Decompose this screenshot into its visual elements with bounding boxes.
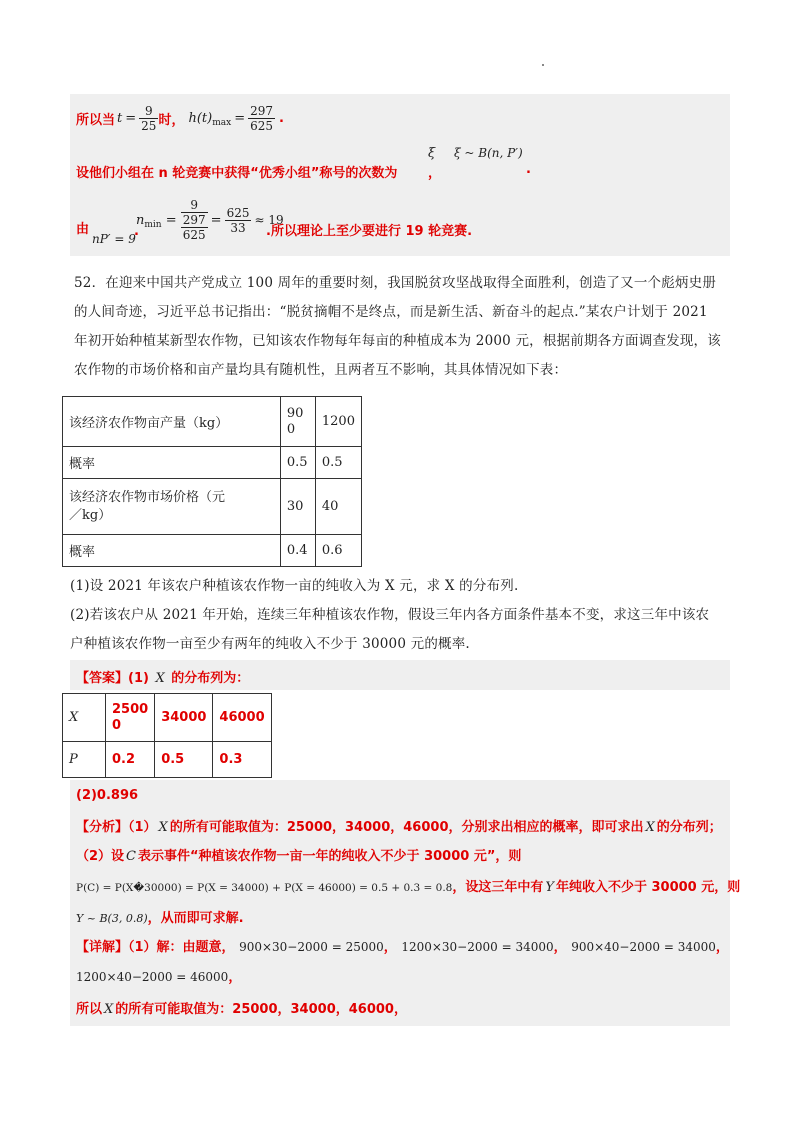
crop-info-table	[62, 396, 362, 567]
table-row	[63, 535, 362, 567]
var-x: X	[155, 671, 165, 686]
text-you: 由	[76, 222, 90, 237]
var-xi: ξ	[428, 146, 436, 161]
np-expr: nP′ = 9	[92, 232, 136, 246]
text-conclusion: .所以理论上至少要进行 19 轮竞赛.	[266, 224, 473, 239]
corner-dot	[542, 64, 544, 66]
var-c: C	[126, 849, 136, 864]
distribution-table	[62, 693, 272, 778]
question-2-line-1: (2)若该农户从 2021 年开始，连续三年种植该农作物，假设三年内各方面条件基本不变，求这三年中该农	[70, 607, 710, 623]
analysis-line-1: 【分析】（1） X 的所有可能取值为：25000，34000，46000，分别求出相应的概率，即可求出 X 的分布列；	[76, 820, 722, 835]
table-cell: 0.5	[155, 742, 213, 778]
table-cell: 46000	[213, 694, 271, 742]
detail-line-3: 所以 X 的所有可能取值为：25000，34000，46000，	[76, 1002, 407, 1017]
fraction-625-33: $\frac{625}{33}$	[226, 205, 250, 235]
var-x: X	[104, 1002, 114, 1017]
table-cell: 0.5	[315, 447, 361, 479]
analysis-line-3: P(C) = P(X�30000) = P(X = 34000) + P(X = 46000) = 0.5 + 0.3 = 0.8，设这三年中有 Y 年纯收入不少于 30000 元，则	[76, 880, 741, 895]
xi-distribution: ξ ~ B(n, P′)	[454, 146, 523, 160]
table-cell: 概率	[63, 535, 281, 567]
table-cell: 90 0	[280, 397, 315, 447]
var-x: X	[158, 820, 168, 835]
table-cell: 该经济农作物市场价格（元 ／kg）	[63, 479, 281, 535]
table-row	[63, 397, 362, 447]
fraction-h: $\frac{297}{625}$	[250, 103, 273, 133]
fraction-nmin: 9 297 625	[182, 198, 206, 242]
table-cell: 1200	[315, 397, 361, 447]
table-cell: X	[63, 694, 106, 742]
text-end2: .	[526, 162, 531, 177]
var-x: X	[645, 820, 655, 835]
table-cell: 0.4	[280, 535, 315, 567]
text-comma: ，	[428, 166, 442, 181]
text-dot: .	[134, 224, 139, 239]
analysis-line-2: （2）设 C 表示事件“种植该农作物一亩一年的纯收入不少于 30000 元”，则	[76, 849, 522, 864]
analysis-line-4: Y ~ B(3, 0.8)，从而即可求解.	[76, 911, 244, 926]
table-cell: P	[63, 742, 106, 778]
question-1: (1)设 2021 年该农户种植该农作物一亩的纯收入为 X 元，求 X 的分布列.	[70, 578, 519, 594]
fraction-t: $\frac{9}{25}$	[141, 103, 157, 133]
problem-line-3: 年初开始种植某新型农作物，已知该农作物每年每亩的种植成本为 2000 元，根据前期各方面调查发现，该	[74, 333, 721, 349]
question-2-line-2: 户种植该农作物一亩至少有两年的纯收入不少于 30000 元的概率.	[70, 636, 470, 652]
problem-line-4: 农作物的市场价格和亩产量均具有随机性，且两者互不影响，其具体情况如下表：	[74, 362, 568, 378]
table-cell: 2500 0	[106, 694, 155, 742]
table-cell: 0.3	[213, 742, 271, 778]
table-cell: 0.5	[280, 447, 315, 479]
answer-text: 的分布列为：	[171, 671, 250, 686]
equation-3: 900×40−2000 = 34000	[571, 940, 716, 954]
detail-line-2: 1200×40−2000 = 46000，	[76, 970, 242, 985]
equation-4: 1200×40−2000 = 46000	[76, 970, 229, 984]
h-expr: h(t)	[188, 110, 213, 126]
answer-heading	[76, 667, 249, 686]
answer-part2: (2)0.896	[76, 788, 139, 803]
table-cell: 0.6	[315, 535, 361, 567]
table-row	[63, 479, 362, 535]
h-sub: max	[212, 118, 232, 128]
table-cell: 0.2	[106, 742, 155, 778]
table-row	[63, 742, 272, 778]
answer-label: 【答案】(1)	[76, 671, 149, 686]
text-line2: 设他们小组在 n 轮竞赛中获得“优秀小组”称号的次数为	[76, 166, 398, 181]
equation-1: 900×30−2000 = 25000	[239, 940, 384, 954]
line-t-max: 所以当 t = $\frac{9}{25}$ 时， h(t) max = $\frac{297}{625}$ .	[76, 103, 284, 133]
table-row	[63, 694, 272, 742]
nmin-equation: n min = 9 297 625 = $\frac{625}{33}$ ≈ 19	[136, 198, 284, 242]
y-distribution: Y ~ B(3, 0.8)	[76, 912, 148, 925]
problem-line-2: 的人间奇迹，习近平总书记指出：“脱贫摘帽不是终点，而是新生活、新奋斗的起点.”某农户计划于 2021	[74, 304, 708, 320]
var-t: t	[117, 110, 123, 126]
probability-formula: P(C) = P(X�30000) = P(X = 34000) + P(X = 46000) = 0.5 + 0.3 = 0.8	[76, 882, 453, 894]
problem-line-1: 52．在迎来中国共产党成立 100 周年的重要时刻，我国脱贫攻坚战取得全面胜利，创造了又一个彪炳史册	[74, 275, 717, 291]
table-cell: 该经济农作物亩产量（kg）	[63, 397, 281, 447]
table-row	[63, 447, 362, 479]
text-end: .	[279, 110, 284, 126]
table-cell: 34000	[155, 694, 213, 742]
table-cell: 30	[280, 479, 315, 535]
text-prefix: 所以当	[76, 112, 116, 128]
line-xi-def	[76, 146, 730, 186]
detail-line-1: 【详解】（1）解：由题意， 900×30−2000 = 25000， 1200×30−2000 = 34000， 900×40−2000 = 34000，	[76, 940, 729, 955]
var-y: Y	[545, 880, 554, 895]
equation-2: 1200×30−2000 = 34000	[401, 940, 554, 954]
table-cell: 40	[315, 479, 361, 535]
text-mid: 时，	[158, 112, 185, 128]
table-cell: 概率	[63, 447, 281, 479]
line-nmin	[76, 194, 730, 250]
